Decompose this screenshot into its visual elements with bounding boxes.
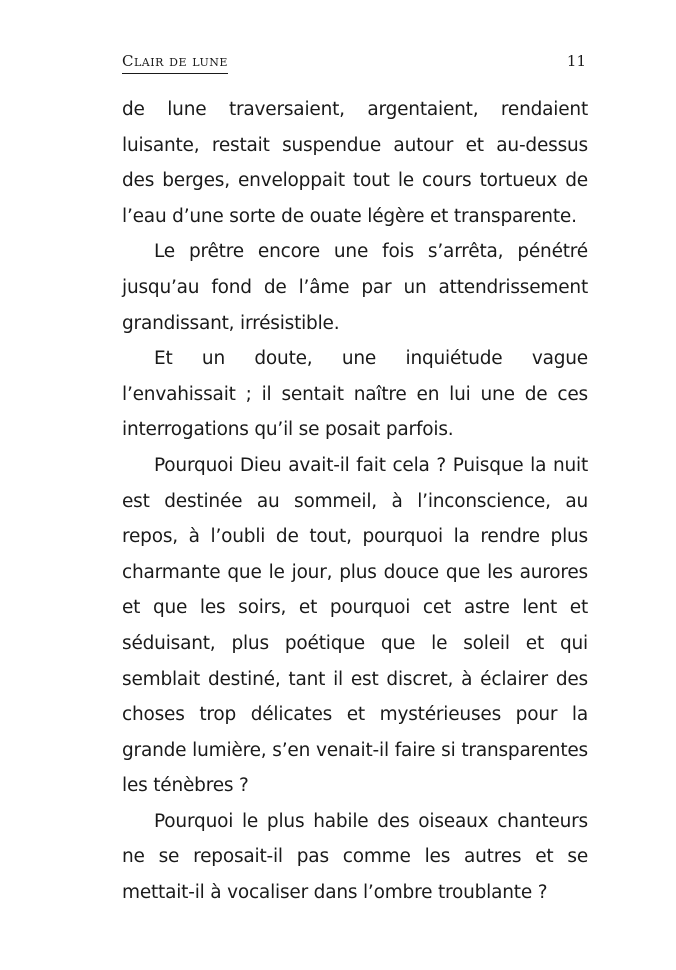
- running-title: Clair de lune: [122, 52, 228, 74]
- paragraph-continued: de lune traversaient, argentaient, rendaient luisante, restait suspendue autour et au-dessus des berges, enveloppait tout le cours tortueux de l’eau d’une sorte de ouate légère et transparente.: [122, 99, 588, 227]
- paragraph: Pourquoi Dieu avait-il fait cela ? Puisque la nuit est destinée au sommeil, à l’inconscience, au repos, à l’oubli de tout, pourquoi la rendre plus charmante que le jour, plus douce que les aurores et que les soirs, et pourquoi cet astre lent et séduisant, plus poétique que le soleil et qui semblait destiné, tant il est discret, à éclairer des choses trop délicates et mystérieuses pour la grande lumière, s’en venait-il faire si transparentes les ténèbres ?: [122, 454, 588, 797]
- paragraph: Le prêtre encore une fois s’arrêta, pénétré jusqu’au fond de l’âme par un attendrissement grandissant, irrésistible.: [122, 241, 588, 334]
- paragraph: Pourquoi le plus habile des oiseaux chanteurs ne se reposait-il pas comme les autres et se mettait-il à vocaliser dans l’ombre troublante ?: [122, 810, 588, 904]
- page-header: [122, 52, 586, 78]
- page-number: 11: [566, 52, 586, 70]
- body-text: [122, 92, 588, 911]
- paragraph: Et un doute, une inquiétude vague l’envahissait ; il sentait naître en lui une de ces interrogations qu’il se posait parfois.: [122, 348, 588, 441]
